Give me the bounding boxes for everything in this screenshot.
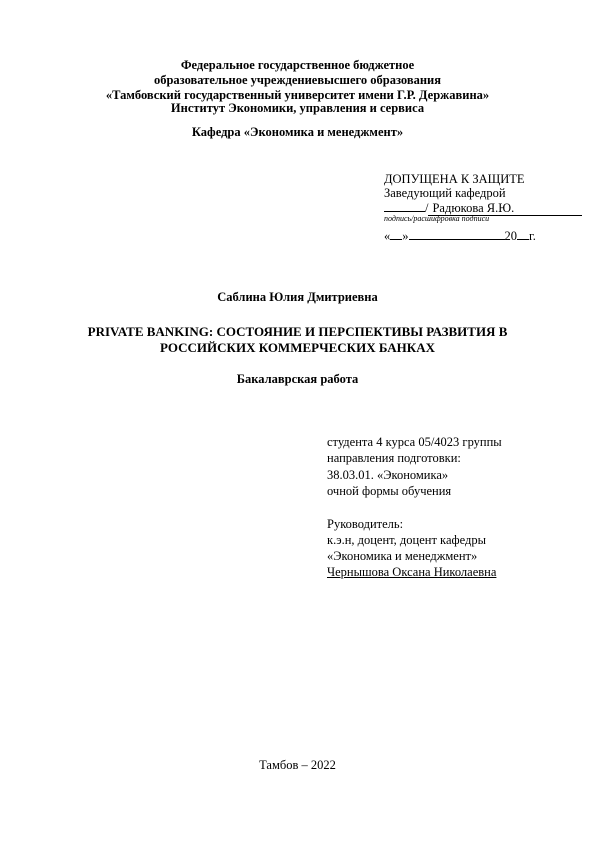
header-line-2: образовательное учреждениевысшего образования xyxy=(153,73,442,87)
author-name: Саблина Юлия Дмитриевна xyxy=(217,290,378,304)
date-close-quote: » xyxy=(402,229,409,243)
supervisor-label: Руководитель: xyxy=(327,517,404,531)
city-year: Тамбов – 2022 xyxy=(259,758,336,772)
year-prefix: 20 xyxy=(504,229,517,243)
day-line xyxy=(390,228,402,240)
month-line xyxy=(409,228,505,240)
signature-hint: подпись/расшифровка подписи xyxy=(384,214,490,223)
admitted-label: ДОПУЩЕНА К ЗАЩИТЕ xyxy=(384,172,525,186)
signature-slash: / xyxy=(425,201,429,215)
work-type: Бакалаврская работа xyxy=(236,372,359,386)
student-line-3: 38.03.01. «Экономика» xyxy=(327,468,449,482)
department: Кафедра «Экономика и менеджмент» xyxy=(191,125,404,139)
supervisor-line-1: к.э.н, доцент, доцент кафедры xyxy=(327,533,486,547)
thesis-title-line-1: PRIVATE BANKING: СОСТОЯНИЕ И ПЕРСПЕКТИВЫ РАЗВИТИЯ В xyxy=(87,324,508,339)
student-line-2: направления подготовки: xyxy=(327,451,461,465)
head-name: Радюкова Я.Ю. xyxy=(432,201,515,215)
header-line-1: Федеральное государственное бюджетное xyxy=(180,58,415,72)
supervisor-name: Чернышова Оксана Николаевна xyxy=(327,565,497,579)
year-line xyxy=(517,228,529,240)
approval-date-row xyxy=(384,228,536,243)
header-line-3: «Тамбовский государственный университет имени Г.Р. Державина» xyxy=(105,88,490,102)
signature-line xyxy=(384,200,425,212)
student-line-1: студента 4 курса 05/4023 группы xyxy=(327,435,502,449)
head-of-dept-label: Заведующий кафедрой xyxy=(384,186,506,200)
header-line-4: Институт Экономики, управления и сервиса xyxy=(170,101,425,115)
student-line-4: очной формы обучения xyxy=(327,484,452,498)
thesis-title-line-2: РОССИЙСКИХ КОММЕРЧЕСКИХ БАНКАХ xyxy=(160,340,435,355)
date-open-quote: « xyxy=(384,229,391,243)
year-suffix: г. xyxy=(529,229,536,243)
supervisor-line-2: «Экономика и менеджмент» xyxy=(327,549,478,563)
